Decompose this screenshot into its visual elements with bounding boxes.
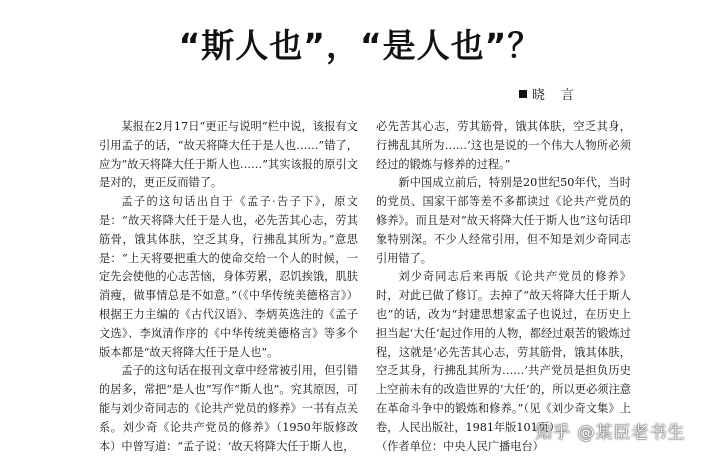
right-column — [376, 118, 631, 456]
paragraph: 必先苦其心志，劳其筋骨，饿其体肤，空乏其身，行拂乱其所为……’这也是说的一个伟大人物所必须经过的锻炼与修养的过程。” — [376, 120, 631, 171]
paragraph: 孟子的这句话出自于《孟子·告子下》，原文是：“故天将降大任于是人也，必先苦其心志，劳其筋骨，饿其体肤，空乏其身，行拂乱其所为。”意思是：“上天将要把重大的使命交给一个人的时候，一定先会使他的心志苦恼，身体劳累，忍饥挨饿，肌肤消瘦，做事情总是不如意。”（《中华传统美德格言》）根据王力主编的《古代汉语》、李炳英选注的《孟子文选》、李岚清作序的《中华传统美德格言》等多个版本都是“故天将降大任于是人也”。 — [99, 195, 358, 359]
author-affiliation: （作者单位：中央人民广播电台） — [376, 439, 544, 453]
square-bullet-icon — [519, 90, 527, 98]
zhihu-watermark: 知乎 @某臣老书生 — [535, 423, 686, 443]
article-title: “斯人也”，“是人也”？ — [178, 26, 542, 65]
paragraph: 某报在2月17日“更正与说明”栏中说，该报有文引用孟子的话，“故天将降大任于是人也……”错了，应为“故天将降大任于斯人也……”其实该报的原引文是对的，更正反而错了。 — [99, 120, 358, 190]
author-name: 晓 言 — [531, 88, 580, 103]
left-column — [99, 118, 358, 456]
paragraph: 新中国成立前后，特别是20世纪50年代，当时的党员、国家干部等差不多都读过《论共产党员的修养》。而且是对“故天将降大任于斯人也”这句话印象特别深。不少人经常引用，但不知是刘少奇同志引用错了。 — [376, 176, 631, 265]
author-line — [519, 84, 580, 103]
paragraph: 孟子的这句话在报刊文章中经常被引用，但引错的居多，常把“是人也”写作“斯人也”。究其原因，可能与刘少奇同志的《论共产党员的修养》一书有点关系。刘少奇《论共产党员的修养》（1950年版修改本）中曾写道：“孟子说：‘故天将降大任于斯人也， — [99, 364, 358, 453]
paragraph: 刘少奇同志后来再版《论共产党员的修养》时，对此已做了修订。去掉了“故天将降大任于斯人也”的话，改为“封建思想家孟子也说过，在历史上担当起‘大任’起过作用的人物，都经过艰苦的锻炼过程，这就是‘必先苦其心志，劳其筋骨，饿其体肤，空乏其身，行拂乱其所为……’共产党员是担负历史上空前未有的改造世界的‘大任’的，所以更必须注意在革命斗争中的锻炼和修养。”（见《刘少奇文集》上卷，人民出版社，1981年版101页） — [376, 270, 631, 434]
